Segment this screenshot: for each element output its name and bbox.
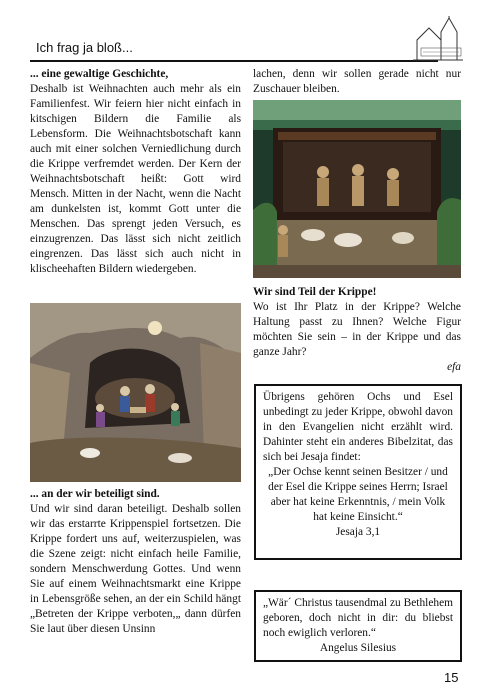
author-signature: efa <box>447 361 461 373</box>
right-column-top <box>253 67 461 97</box>
box-jesaja-source: Jesaja 3,1 <box>335 526 381 538</box>
church-logo-icon <box>411 16 465 62</box>
page-number: 15 <box>444 670 459 685</box>
heading-beteiligt: ... an der wir beteiligt sind. <box>30 488 160 500</box>
paragraph-krippenspiel: Und wir sind daran beteiligt. Deshalb sollen wir das erstarrte Krippenspiel fortsetzen. Die Krippe fordert uns auf, weiterzuspielen, was die Szene zeigt: nicht einfach heile Familie, sondern Menschwerdung Gottes. Und wenn Sie auf einem Weihnachtsmarkt eine Krippe in Lebensgröße sehen, an der ein Schild hängt „Betreten der Krippe verboten,„ dann dürfen Sie laut über diesen Unsinn <box>30 503 241 635</box>
box-ochs-esel-text: Übrigens gehören Ochs und Esel unbedingt zu jeder Krippe, obwohl davon in den Evangelien nicht erzählt wird. Dahinter steht ein anderes Bibelzitat, das sich bei Jesaja findet: <box>263 391 453 463</box>
heading-teil-der-krippe: Wir sind Teil der Krippe! <box>253 286 377 298</box>
paragraph-weihnachtsbotschaft: Deshalb ist Weihnachten auch mehr als ein Familienfest. Wir feiern hier nicht einfach in kitschigen Bildern die Familie als Lebensform. Die Weihnachtsbotschaft kann auch mit einer solchen Verniedlichung durch die Krippe verfremdet werden. Der Kern der Weihnachtsbotschaft heißt: Gott wird Mensch. Mitten in der Nacht, wenn die Nacht am dunkelsten ist, kommt Gott unter die Menschen. Das sprengt jeden Versuch, es einzugrenzen. Das lässt sich nicht zeitlich eingrenzen. Das lässt sich auch nicht in klischeehaften Bildern wiedergeben. <box>30 83 241 275</box>
ochs-esel-box <box>254 384 462 560</box>
left-column-bottom <box>30 487 241 637</box>
nativity-grotto-photo <box>30 303 241 482</box>
paragraph-platz-in-krippe: Wo ist Ihr Platz in der Krippe? Welche Haltung passt zu Ihnen? Welche Figur möchten Sie sein – in der Krippe und das ganze Jahr? <box>253 301 461 358</box>
angelus-silesius-box <box>254 590 462 662</box>
wooden-nativity-photo <box>253 100 461 278</box>
box-silesius-quote: „Wär´ Christus tausendmal zu Bethlehem geboren, doch nicht in dir: du bliebst noch ewiglich verloren.“ <box>263 597 453 639</box>
box-silesius-author: Angelus Silesius <box>319 642 397 654</box>
paragraph-zuschauer: lachen, denn wir sollen gerade nicht nur Zuschauer bleiben. <box>253 68 461 95</box>
header-rule <box>30 60 438 62</box>
page-header-title: Ich frag ja bloß... <box>36 40 133 55</box>
right-column-middle <box>253 285 461 375</box>
left-column-top <box>30 67 241 277</box>
heading-gewaltige-geschichte: ... eine gewaltige Geschichte, <box>30 68 169 80</box>
box-jesaja-quote: „Der Ochse kennt seinen Besitzer / und der Esel die Krippe seines Herrn; Israel aber hat keine Erkenntnis, / mein Volk hat keine Einsicht.“ <box>268 466 448 523</box>
